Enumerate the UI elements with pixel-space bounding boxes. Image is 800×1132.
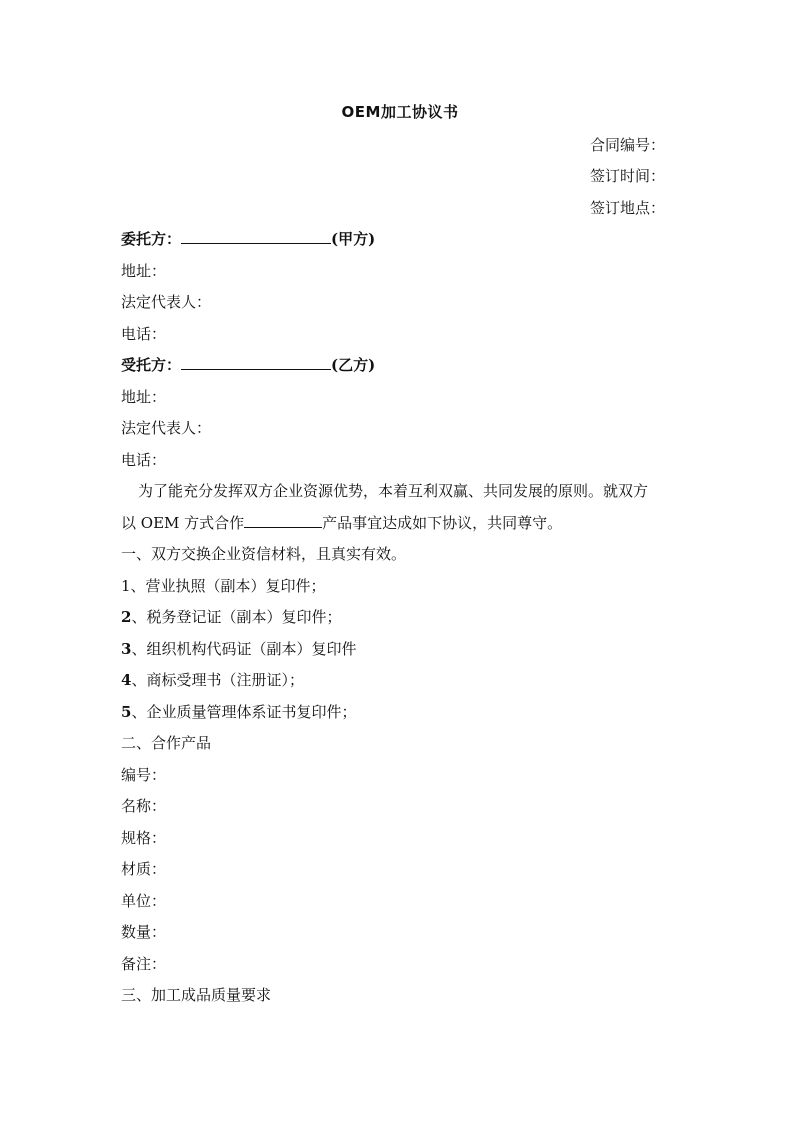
section-2-heading: 二、合作产品 xyxy=(121,734,212,752)
party-b-suffix: (乙方) xyxy=(331,356,376,374)
item-number: 3 xyxy=(121,640,132,658)
product-field-remarks: 备注： xyxy=(121,955,167,973)
intro-line-2 xyxy=(121,513,562,533)
party-a-blank xyxy=(181,229,331,244)
party-a-address: 地址： xyxy=(121,262,167,280)
item-text: 、组织机构代码证（副本）复印件 xyxy=(131,640,357,658)
item-number: 2 xyxy=(121,608,132,626)
party-b-legal-rep: 法定代表人： xyxy=(121,419,212,437)
item-text: 、企业质量管理体系证书复印件； xyxy=(131,703,357,721)
item-text: 、商标受理书（注册证）； xyxy=(131,671,304,689)
list-item xyxy=(121,702,356,722)
party-b-address: 地址： xyxy=(121,388,167,406)
item-number: 5 xyxy=(121,703,132,721)
intro-line-2-suffix: 产品事宜达成如下协议，共同尊守。 xyxy=(322,514,563,532)
item-text: 、税务登记证（副本）复印件； xyxy=(131,608,342,626)
item-number: 1 xyxy=(121,577,131,595)
document-title: OEM加工协议书 xyxy=(341,103,459,121)
party-a-legal-rep: 法定代表人： xyxy=(121,293,212,311)
product-name-blank xyxy=(244,513,322,528)
intro-line-2-prefix: 以 OEM 方式合作 xyxy=(121,514,245,532)
party-a-label: 委托方： xyxy=(121,230,182,248)
party-a-phone: 电话： xyxy=(121,325,167,343)
sign-place-label: 签订地点： xyxy=(590,199,666,217)
product-field-spec: 规格： xyxy=(121,829,167,847)
party-b-phone: 电话： xyxy=(121,451,167,469)
product-field-unit: 单位： xyxy=(121,892,167,910)
list-item xyxy=(121,639,356,659)
party-b-blank xyxy=(181,355,331,370)
sign-time-label: 签订时间： xyxy=(590,167,666,185)
list-item xyxy=(121,607,341,627)
party-b-label: 受托方： xyxy=(121,356,182,374)
list-item xyxy=(121,670,304,690)
party-b-line xyxy=(121,355,375,375)
party-a-line xyxy=(121,229,375,249)
product-field-name: 名称： xyxy=(121,797,167,815)
section-3-heading: 三、加工成品质量要求 xyxy=(121,986,272,1004)
party-a-suffix: (甲方) xyxy=(331,230,376,248)
item-number: 4 xyxy=(121,671,132,689)
contract-number-label: 合同编号： xyxy=(590,136,666,154)
list-item xyxy=(121,576,326,596)
product-field-material: 材质： xyxy=(121,860,167,878)
product-field-number: 编号： xyxy=(121,766,167,784)
section-1-heading: 一、双方交换企业资信材料，且真实有效。 xyxy=(121,545,407,563)
item-text: 、营业执照（副本）复印件； xyxy=(130,577,326,595)
product-field-quantity: 数量： xyxy=(121,923,167,941)
intro-line-1: 为了能充分发挥双方企业资源优势，本着互利双赢、共同发展的原则。就双方 xyxy=(138,482,649,500)
